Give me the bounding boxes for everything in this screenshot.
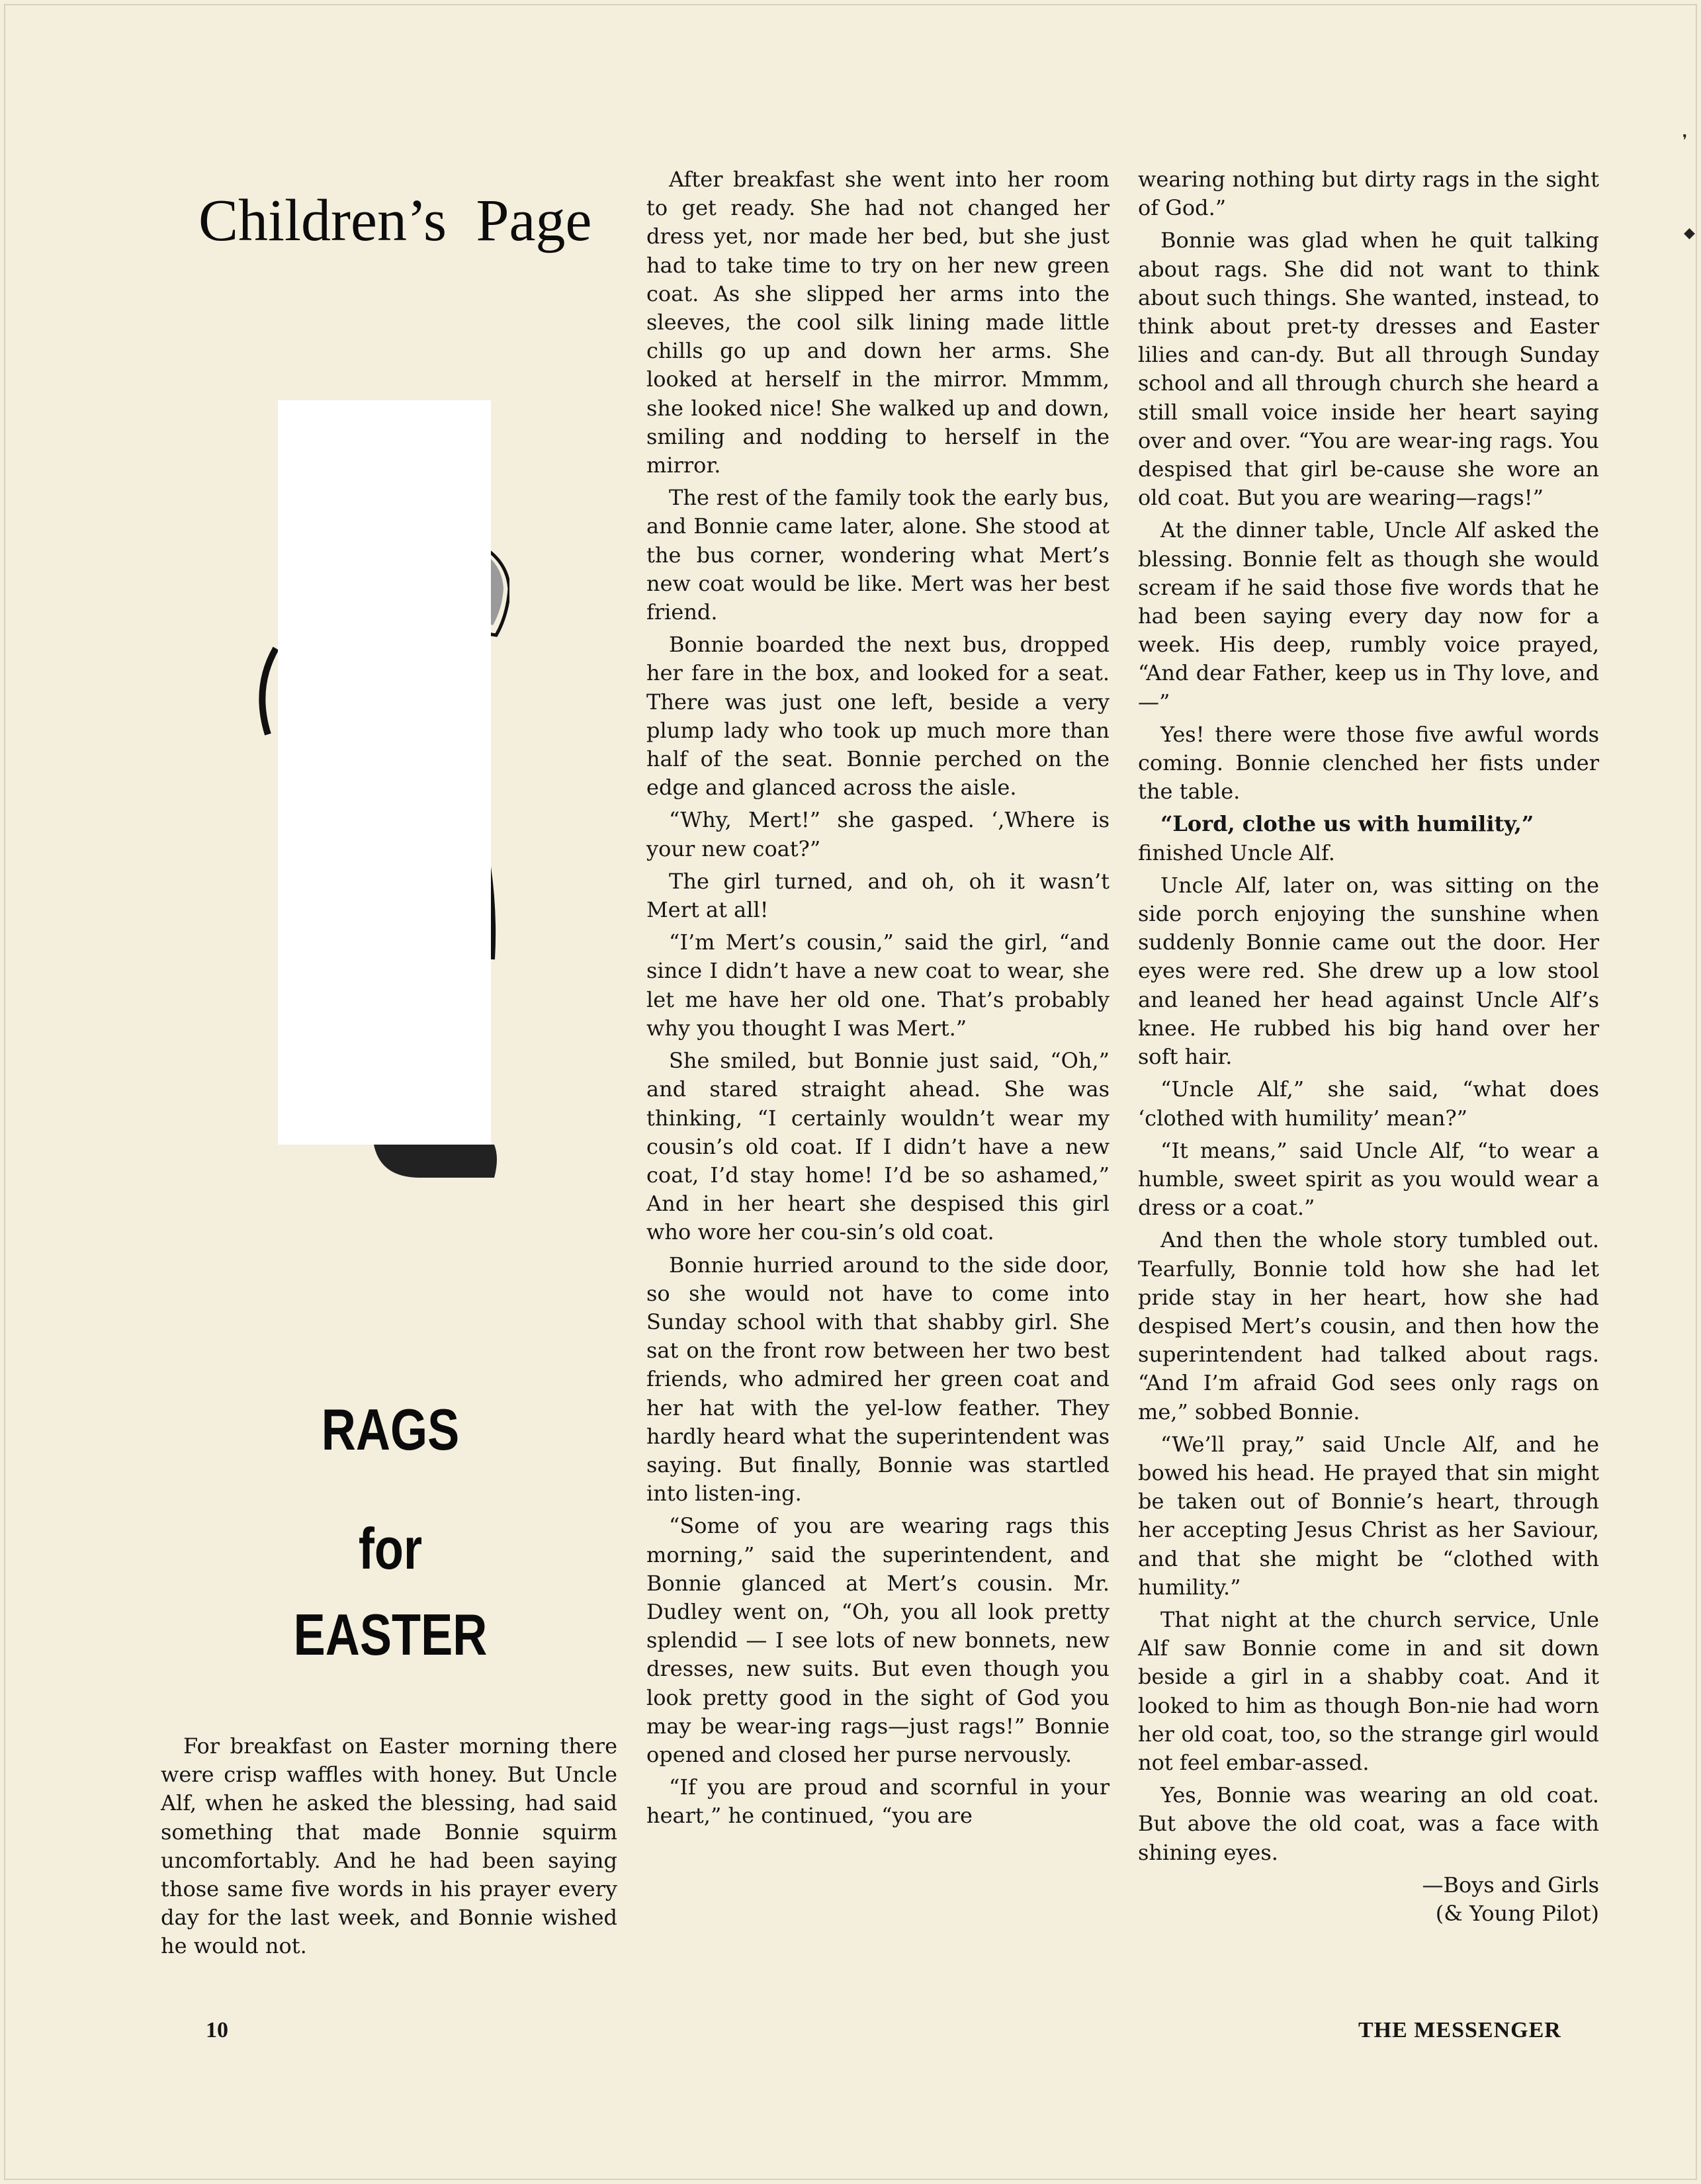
arm-curve <box>262 648 276 734</box>
paragraph: The rest of the family took the early bus, and Bonnie came later, alone. She stood at the bus corner, wondering what Mert’s new coat would be like. Mert was her best friend. <box>646 485 1110 625</box>
paragraph: For breakfast on Easter morning there were crisp waffles with honey. But Uncle Alf, when he asked the blessing, had said something that made Bonnie squirm uncomfortably. And he had been saying those same five words in his prayer every day for the last week, and Bonnie wished he would not. <box>161 1733 617 1959</box>
prayer-paragraph <box>1138 810 1599 867</box>
paragraph: “We’ll pray,” said Uncle Alf, and he bowed his head. He prayed that sin might be taken out of Bonnie’s heart, through her accepting Jesus Christ as her Saviour, and that she might be “clothed with humility.” <box>1138 1431 1599 1600</box>
story-title-line3: EASTER <box>293 1602 488 1667</box>
credit <box>1138 1871 1599 1928</box>
margin-mark: ◆ <box>1684 225 1695 241</box>
paragraph: “Why, Mert!” she gasped. ‘,Where is your new coat?” <box>646 807 1110 861</box>
prayer-attribution: finished Uncle Alf. <box>1138 840 1335 865</box>
page-number: 10 <box>206 2018 228 2042</box>
paragraph: Yes! there were those five awful words coming. Bonnie clenched her fists under the table. <box>1138 721 1599 805</box>
paragraph-continued: wearing nothing but dirty rags in the sight of God.” <box>1138 167 1599 221</box>
paragraph: “Some of you are wearing rags this morning,” said the superintendent, and Bonnie glanced at Mert’s cousin. Mr. Dudley went on, “Oh, you all look pretty splendid — I see lots of new bonnets, new dresses, new suits. But even though you look pretty good in the sight of God you may be wear-ing rags—just rags!” Bonnie opened and closed her purse nervously. <box>646 1513 1110 1767</box>
paragraph: Uncle Alf, later on, was sitting on the side porch enjoying the sunshine when suddenly Bonnie came out the door. Her eyes were red. She drew up a low stool and leaned her head against Uncle Alf’s knee. He rubbed his big hand over her soft hair. <box>1138 872 1599 1070</box>
paragraph: And then the whole story tumbled out. Tearfully, Bonnie told how she had let pride stay in her heart, how she had despised Mert’s cousin, and then how the superintendent had talked about rags. “And I’m afraid God sees only rags on me,” sobbed Bonnie. <box>1138 1227 1599 1424</box>
paragraph: That night at the church service, Unle Alf saw Bonnie come in and sit down beside a girl in a shabby coat. And it looked to him as though Bon-nie had worn her old coat, too, so the strange girl would not feel embar-assed. <box>1138 1606 1599 1775</box>
credit-line-1: —Boys and Girls <box>1422 1872 1599 1898</box>
column-2 <box>646 165 1110 1835</box>
paragraph: The girl turned, and oh, oh it wasn’t Mert at all! <box>646 868 1110 923</box>
paragraph: “If you are proud and scornful in your heart,” he continued, “you are <box>646 1774 1110 1829</box>
publication-name: THE MESSENGER <box>1358 2018 1561 2042</box>
story-title-line2: for <box>358 1516 423 1581</box>
paragraph: Bonnie was glad when he quit talking about rags. She did not want to think about such things. She wanted, instead, to think about pret-ty dresses and Easter lilies and can-dy. But all through Sunday school and all through church she heard a still small voice inside her heart saying over and over. “You are wear-ing rags. You despised that girl be-cause she wore an old coat. But you are wearing—rags!” <box>1138 228 1599 511</box>
paragraph: Bonnie hurried around to the side door, so she would not have to come into Sunday school with that shabby girl. She sat on the front row between her two best friends, who admired her green coat and her hat with the yel-low feather. They hardly heard what the superintendent was saying. But finally, Bonnie was startled into listen-ing. <box>646 1252 1110 1507</box>
girl-illustration <box>248 390 509 1184</box>
image-mask <box>278 400 491 1145</box>
column-1 <box>161 1732 617 1961</box>
shoe <box>374 1145 497 1178</box>
paragraph: “It means,” said Uncle Alf, “to wear a humble, sweet spirit as you would wear a dress or a coat.” <box>1138 1137 1599 1221</box>
paragraph: Bonnie boarded the next bus, dropped her fare in the box, and looked for a seat. There was just one left, beside a very plump lady who took up much more than half of the seat. Bonnie perched on the edge and glanced across the aisle. <box>646 632 1110 801</box>
paragraph: She smiled, but Bonnie just said, “Oh,” and stared straight ahead. She was thinking, “I certainly wouldn’t wear my cousin’s old coat. If I didn’t have a new coat, I’d stay home! I’d be so ashamed,” And in her heart she despised this girl who wore her cou-sin’s old coat. <box>646 1048 1110 1245</box>
page-heading: Children’s Page <box>198 188 592 253</box>
paragraph: “I’m Mert’s cousin,” said the girl, “and since I didn’t have a new coat to wear, she let me have her old one. That’s probably why you thought I was Mert.” <box>646 930 1110 1041</box>
paragraph: “Uncle Alf,” she said, “what does ‘clothed with humility’ mean?” <box>1138 1076 1599 1131</box>
prayer-quote: “Lord, clothe us with humility,” <box>1160 811 1534 837</box>
story-title-line1: RAGS <box>321 1397 460 1462</box>
credit-line-2: (& Young Pilot) <box>1435 1900 1599 1926</box>
paragraph: After breakfast she went into her room to get ready. She had not changed her dress yet, nor made her bed, but she just had to take time to try on her new green coat. As she slipped her arms into the sleeves, the cool silk lining made little chills go up and down her arms. She looked at herself in the mirror. Mmmm, she looked nice! She walked up and down, smiling and nodding to herself in the mirror. <box>646 167 1110 478</box>
column-3 <box>1138 165 1599 1932</box>
paragraph: Yes, Bonnie was wearing an old coat. But above the old coat, was a face with shining eyes. <box>1138 1782 1599 1865</box>
paragraph: At the dinner table, Uncle Alf asked the blessing. Bonnie felt as though she would scream if he said those five words that he had been saying every day now for a week. His deep, rumbly voice prayed, “And dear Father, keep us in Thy love, and—” <box>1138 517 1599 715</box>
margin-mark: ❜ <box>1682 132 1688 149</box>
